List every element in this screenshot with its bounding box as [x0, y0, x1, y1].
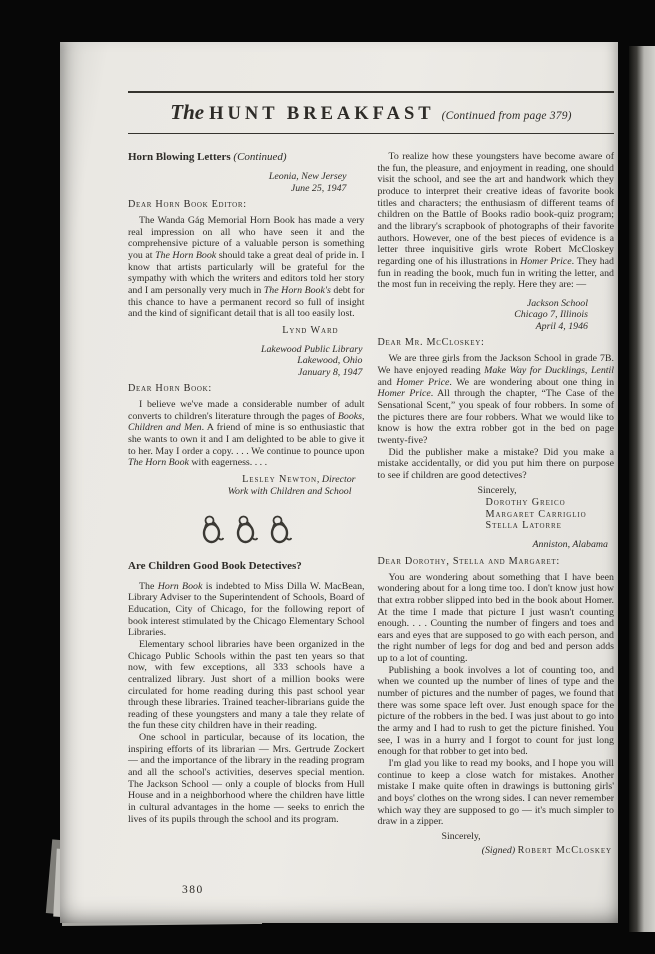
address-line: April 4, 1946 — [535, 320, 588, 332]
heading-continued: (Continued) — [233, 151, 287, 163]
section-heading-book-detectives: Are Children Good Book Detectives? — [128, 559, 302, 572]
signature-name: Margaret Carriglio — [485, 508, 587, 520]
letter-girls-paragraph: Did the publisher make a mistake? Did you make a mistake accidentally, or did you put him there on purpose to see if children are good detectives? — [377, 446, 614, 481]
intro-paragraph: To realize how these youngsters have become aware of the fun, the pleasure, and enjoyment in reading, one should visit the school, and see the art and handwork which they produce to interpret their creative ideas of favorite book titles and characters; the enthusiasm of different teams of children on the Battle of Books radio book-quiz program; and the library's scrapbook of photographs of their favorite authors. However, one of the best pieces of evidence is a letter three inquisitive girls wrote Robert McCloskey regarding one of his illustrations in Homer Price. They had fun in reading the book, much fun in writing the letter, and the most fun in receiving the reply. Here they are: — — [377, 151, 614, 291]
signature-line: Work with Children and School — [227, 485, 352, 497]
address-line: Lakewood, Ohio — [297, 355, 363, 367]
signed-label: (Signed) — [481, 844, 516, 856]
letter-ward-body: The Wanda Gág Memorial Horn Book has made a very real impression on all who have seen it and the comprehensive picture of a valuable person is something you at The Horn Book should take a great deal of pride in. I know that artists particularly will be grateful for the sympathy with which the writers and editors told her story and I am personally very much in The Horn Book's debt for this chance to have a permanent record so full of insight and the kind of significant detail that is all too easily lost. — [128, 215, 365, 320]
two-column-text — [128, 151, 614, 856]
address-line: Leonia, New Jersey — [268, 171, 347, 182]
letter-newton-body: I believe we've made a considerable number of adult converts to children's literature through the pages of Books, Children and Men. A friend of mine is so enthusiastic that she wants to own it and I am delighted to be able to give it to her. May I order a copy. . . . We continue to pounce upon The Horn Book with eagerness. . . . — [128, 399, 365, 469]
section-paragraph: Elementary school libraries have been organized in the Chicago Public Schools within the past ten years so that now, with few exceptions, all 333 schools have a centralized library. Just short of a million books were circulated for home reading during this past school year through these libraries. Trained teacher-librarians guide the reading of these youngsters and many a tale they relate of the fun these city children have in their reading. — [128, 638, 365, 732]
letter-newton-salutation: Dear Horn Book: — [128, 383, 212, 395]
signature-name: Stella Latorre — [485, 520, 562, 532]
address-line: June 25, 1947 — [290, 182, 347, 194]
hunting-horn-icon — [200, 512, 224, 546]
address-line: Jackson School — [526, 297, 588, 309]
heading-text: Horn Blowing Letters — [128, 151, 231, 163]
letter-mccloskey-paragraph: Publishing a book involves a lot of counting too, and when we counted up the number of lines of type and the number of pictures and the number of pages, we found that there was some space left over. Just enough space for the picture of the robbers in the bed. I was just about to go into the army and I had to rush to get the picture finished. You see, I was in a hurry and I forgot to count for just long enough for that robber to get into bed. — [377, 664, 614, 758]
page-content — [128, 91, 614, 856]
hunting-horn-icon — [268, 512, 292, 546]
address-line: January 8, 1947 — [298, 366, 363, 378]
page-number: 380 — [182, 884, 204, 896]
letter-mccloskey-salutation: Dear Dorothy, Stella and Margaret: — [377, 555, 560, 567]
masthead-the: The — [170, 100, 205, 124]
address-line: Lakewood Public Library — [261, 343, 363, 355]
letter-girls-salutation: Dear Mr. McCloskey: — [377, 337, 485, 349]
letter-girls-address — [378, 298, 615, 333]
letter-girls-signatures — [378, 497, 615, 532]
magazine-page — [60, 42, 618, 923]
signature-name: Robert McCloskey — [517, 844, 612, 856]
address-line: Chicago 7, Illinois — [514, 309, 588, 321]
letter-mccloskey-signature — [378, 845, 615, 857]
right-column — [378, 151, 615, 856]
address-line: Anniston, Alabama — [532, 539, 608, 551]
section-paragraph: One school in particular, because of its location, the inspiring efforts of its librarian — Mrs. Gertrude Zockert — and the importance of the library in the reading program and all the school's activities, deserves special mention. The Jackson School — only a couple of blocks from Hull House and in a neighborhood where the children have little in cultural advantages in the home — seeks to enrich the lives of its pupils through the school and its program. — [128, 732, 365, 825]
letter-ward-signature: Lynd Ward — [282, 324, 339, 336]
left-column — [128, 151, 365, 856]
section-paragraph: The Horn Book is indebted to Miss Dilla W. MacBean, Library Adviser to the Superintendent of Schools, Board of Education, City of Chicago, for the following report of book interest stimulated by the Chicago Elementary School Libraries. — [128, 580, 365, 639]
masthead-title: HUNT BREAKFAST — [209, 104, 435, 124]
letter-mccloskey-paragraph: You are wondering about something that I have been wondering about for a long time too. I don't know just how that extra robber slipped into bed in the book about Homer. At the time I made that picture I just wasn't counting enough. . . . Counting the number of fingers and toes and ears and eyes that are supposed to go with each person, and the right number of legs for dog and bed and person adds up to a lot of counting. — [377, 571, 614, 665]
adjacent-page-edge — [629, 46, 655, 932]
letter-ward-address — [128, 171, 365, 194]
signature-name: Dorothy Greico — [485, 497, 566, 509]
letter-girls-paragraph: We are three girls from the Jackson School in grade 7B. We have enjoyed reading Make Way for Ducklings, Lentil and Homer Price. We are wondering about one thing in Homer Price. All through the chapter, “The Case of the Sensational Scent,” you speak of four robbers. In some of the pictures there are four robbers. What we would like to know is how the extra robber got in the bed on page twenty-five? — [377, 353, 615, 446]
letter-mccloskey-address — [378, 539, 615, 551]
section-heading-horn-blowing-letters — [128, 151, 365, 164]
letter-girls-closing: Sincerely, — [477, 484, 517, 496]
horn-ornament-row — [128, 512, 365, 546]
letter-ward-salutation: Dear Horn Book Editor: — [128, 199, 247, 210]
letter-newton-signature — [128, 474, 365, 498]
letter-mccloskey-closing: Sincerely, — [441, 830, 481, 842]
letter-mccloskey-paragraph: I'm glad you like to read my books, and I hope you will continue to keep a close watch for mistakes. Another mistake I make quite often in drawings is buttoning girls' and boys' clothes on the wrong sides. I can never remember which way they are supposed to go — it's much simpler to draw in a zipper. — [377, 758, 614, 828]
letter-newton-address — [128, 344, 365, 379]
masthead — [128, 91, 614, 134]
signature-line: Lesley Newton, Director — [242, 474, 356, 485]
masthead-continued-note: (Continued from page 379) — [441, 110, 572, 122]
hunting-horn-icon — [234, 512, 258, 546]
